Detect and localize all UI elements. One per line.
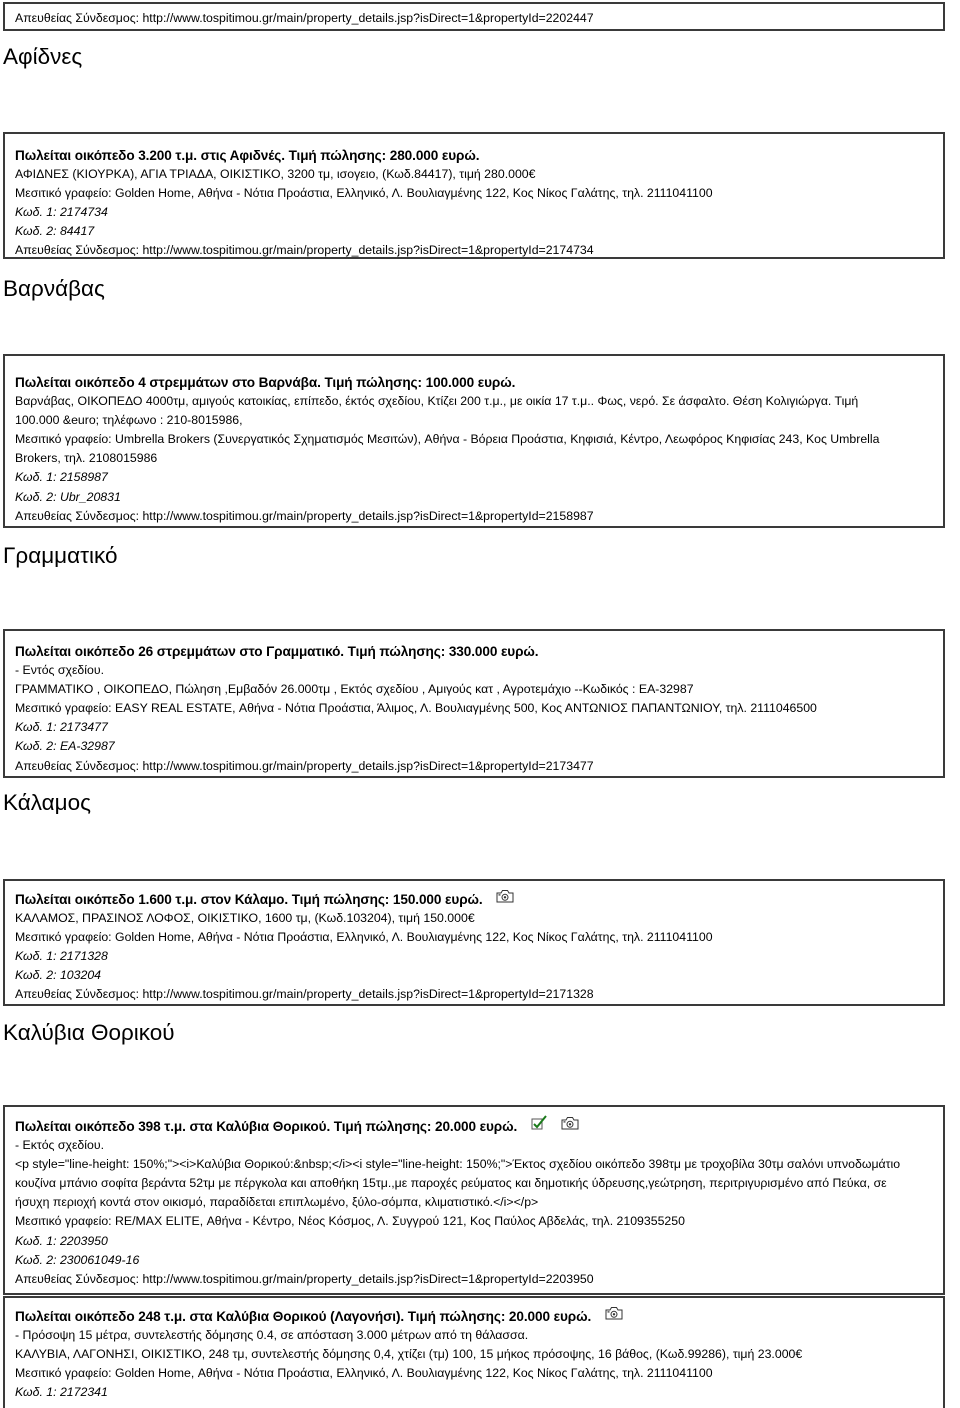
camera-icon[interactable] bbox=[496, 889, 514, 908]
listing-card bbox=[3, 1296, 945, 1408]
listing-title: Πωλείται οικόπεδο 4 στρεμμάτων στο Βαρνάβα. Τιμή πώλησης: 100.000 ευρώ. bbox=[15, 375, 516, 390]
location-heading: Κάλαμος bbox=[3, 790, 91, 815]
listing-title: Πωλείται οικόπεδο 1.600 τ.μ. στον Κάλαμο. Τιμή πώλησης: 150.000 ευρώ. bbox=[15, 890, 943, 909]
location-heading: Βαρνάβας bbox=[3, 276, 105, 301]
code-1: Κωδ. 1: 2158987 bbox=[15, 470, 108, 485]
agency-info: Μεσιτικό γραφείο: EASY REAL ESTATE, Αθήνα - Νότια Προάστια, Άλιμος, Λ. Βουλιαγμένης 500, Κος ΑΝΤΩΝΙΟΣ ΠΑΠΑΝΤΩΝΙΟΥ, τηλ. 2111046500 bbox=[15, 701, 817, 716]
location-heading: Γραμματικό bbox=[3, 543, 118, 568]
code-2: Κωδ. 2: ΕΑ-32987 bbox=[15, 739, 115, 754]
code-2: Κωδ. 2: 103204 bbox=[15, 968, 102, 983]
camera-icon[interactable] bbox=[605, 1306, 623, 1325]
direct-link[interactable]: Απευθείας Σύνδεσμος: http://www.tospitimou.gr/main/property_details.jsp?isDirect=1&propertyId=2203950 bbox=[15, 1271, 594, 1286]
agency-info: Brokers, τηλ. 2108015986 bbox=[15, 451, 158, 466]
listing-card bbox=[3, 879, 945, 1006]
listing-description: ΚΑΛΑΜΟΣ, ΠΡΑΣΙΝΟΣ ΛΟΦΟΣ, ΟΙΚΙΣΤΙΚΟ, 1600 τμ, (Κωδ.103204), τιμή 150.000€ bbox=[15, 911, 475, 926]
listing-description: - Εκτός σχεδίου. bbox=[15, 1138, 104, 1153]
agency-info: Μεσιτικό γραφείο: Golden Home, Αθήνα - Νότια Προάστια, Ελληνικό, Λ. Βουλιαγμένης 122, Κος Νίκος Γαλάτης, τηλ. 2111041100 bbox=[15, 930, 713, 945]
listing-description: 100.000 &euro; τηλέφωνο : 210-8015986, bbox=[15, 413, 243, 428]
direct-link[interactable]: Απευθείας Σύνδεσμος: http://www.tospitimou.gr/main/property_details.jsp?isDirect=1&propertyId=2173477 bbox=[15, 758, 594, 773]
code-1: Κωδ. 1: 2172341 bbox=[15, 1385, 108, 1400]
listing-description: ήσυχη περιοχή κοντά στον οικισμό, παραδίδεται επιπλωμένο, ξύλο-σόμπα, κλιματιστικό.</i></p> bbox=[15, 1195, 539, 1210]
listing-card bbox=[3, 1105, 945, 1295]
listing-description: - Εντός σχεδίου. bbox=[15, 663, 104, 678]
listing-title: Πωλείται οικόπεδο 26 στρεμμάτων στο Γραμματικό. Τιμή πώλησης: 330.000 ευρώ. bbox=[15, 644, 539, 659]
listing-description: ΚΑΛΥΒΙΑ, ΛΑΓΟΝΗΣΙ, ΟΙΚΙΣΤΙΚΟ, 248 τμ, συντελεστής δόμησης 0,4, χτίζει (τμ) 100, 15 μήκος πρόσοψης, 16 βάθος, (Κωδ.99286), τιμή 23.000€ bbox=[15, 1347, 803, 1362]
listing-title: Πωλείται οικόπεδο 398 τ.μ. στα Καλύβια Θορικού. Τιμή πώλησης: 20.000 ευρώ. bbox=[15, 1117, 943, 1136]
direct-link[interactable]: Απευθείας Σύνδεσμος: http://www.tospitimou.gr/main/property_details.jsp?isDirect=1&propertyId=2174734 bbox=[15, 243, 594, 258]
listing-title: Πωλείται οικόπεδο 3.200 τ.μ. στις Αφιδνές. Τιμή πώλησης: 280.000 ευρώ. bbox=[15, 148, 480, 163]
direct-link[interactable]: Απευθείας Σύνδεσμος: http://www.tospitimou.gr/main/property_details.jsp?isDirect=1&propertyId=2171328 bbox=[15, 987, 594, 1002]
code-2: Κωδ. 2: Ubr_20831 bbox=[15, 489, 121, 504]
direct-link[interactable]: Απευθείας Σύνδεσμος: http://www.tospitimou.gr/main/property_details.jsp?isDirect=1&propertyId=2202447 bbox=[15, 11, 594, 25]
code-1: Κωδ. 1: 2174734 bbox=[15, 205, 108, 220]
code-1: Κωδ. 1: 2171328 bbox=[15, 949, 108, 964]
code-1: Κωδ. 1: 2203950 bbox=[15, 1233, 108, 1248]
listing-description: ΑΦΙΔΝΕΣ (ΚΙΟΥΡΚΑ), ΑΓΙΑ ΤΡΙΑΔΑ, ΟΙΚΙΣΤΙΚΟ, 3200 τμ, ισογειο, (Κωδ.84417), τιμή 280.000€ bbox=[15, 167, 536, 182]
listing-description: - Πρόσοψη 15 μέτρα, συντελεστής δόμησης 0.4, σε απόσταση 3.000 μέτρων από τη θάλασσα. bbox=[15, 1328, 529, 1343]
location-heading: Καλύβια Θορικού bbox=[3, 1020, 175, 1045]
listing-card bbox=[3, 132, 945, 259]
location-heading: Αφίδνες bbox=[3, 44, 83, 69]
listing-description: Βαρνάβας, ΟΙΚΟΠΕΔΟ 4000τμ, αμιγούς κατοικίας, επίπεδο, έκτός σχεδίου, Κτίζει 200 τ.μ., με οικία 17 τ.μ.. Φως, νερό. Σε άσφαλτο. Θέση Κολιγιώργα. Τιμή bbox=[15, 394, 859, 409]
code-2: Κωδ. 2: 84417 bbox=[15, 224, 95, 239]
agency-info: Μεσιτικό γραφείο: Umbrella Brokers (Συνεργατικός Σχηματισμός Μεσιτών), Αθήνα - Βόρεια Προάστια, Κηφισιά, Κέντρο, Λεωφόρος Κηφισίας 243, Κος Umbrella bbox=[15, 432, 880, 447]
listing-title: Πωλείται οικόπεδο 248 τ.μ. στα Καλύβια Θορικού (Λαγονήσι). Τιμή πώλησης: 20.000 ευρώ. bbox=[15, 1307, 943, 1326]
camera-icon[interactable] bbox=[561, 1116, 579, 1135]
listing-description: κουζίνα μπάνιο σοφίτα βεράντα 52τμ με πέργκολα και αποθήκη 15τμ.,με παροχές ρεύματος και δημοτικής ύδρευσης,γεώτρηση, περιτριγυρισμένο από Πεύκα, σε bbox=[15, 1176, 887, 1191]
agency-info: Μεσιτικό γραφείο: RE/MAX ELITE, Αθήνα - Κέντρο, Νέος Κόσμος, Λ. Συγγρού 121, Κος Παύλος Αβδελάς, τηλ. 2109355250 bbox=[15, 1214, 685, 1229]
agency-info: Μεσιτικό γραφείο: Golden Home, Αθήνα - Νότια Προάστια, Ελληνικό, Λ. Βουλιαγμένης 122, Κος Νίκος Γαλάτης, τηλ. 2111041100 bbox=[15, 186, 713, 201]
listing-card bbox=[3, 629, 945, 778]
code-2: Κωδ. 2: 230061049-16 bbox=[15, 1252, 140, 1267]
listing-card-top bbox=[3, 2, 945, 31]
check-icon bbox=[531, 1115, 547, 1136]
code-1: Κωδ. 1: 2173477 bbox=[15, 720, 108, 735]
listing-card bbox=[3, 354, 945, 528]
direct-link[interactable]: Απευθείας Σύνδεσμος: http://www.tospitimou.gr/main/property_details.jsp?isDirect=1&propertyId=2158987 bbox=[15, 508, 594, 523]
agency-info: Μεσιτικό γραφείο: Golden Home, Αθήνα - Νότια Προάστια, Ελληνικό, Λ. Βουλιαγμένης 122, Κος Νίκος Γαλάτης, τηλ. 2111041100 bbox=[15, 1366, 713, 1381]
listing-description: ΓΡΑΜΜΑΤΙΚΟ , ΟΙΚΟΠΕΔΟ, Πώληση ,Εμβαδόν 26.000τμ , Εκτός σχεδίου , Αμιγούς κατ , Αγροτεμάχιο --Κωδικός : ΕΑ-32987 bbox=[15, 682, 694, 697]
listing-description: <p style="line-height: 150%;"><i>Καλύβια Θορικού:&nbsp;</i><i style="line-height: 150%;">Έκτος σχεδίου οικόπεδο 398τμ με τροχοβίλα 30τμ σαλόνι υπνοδωμάτιο bbox=[15, 1157, 901, 1172]
